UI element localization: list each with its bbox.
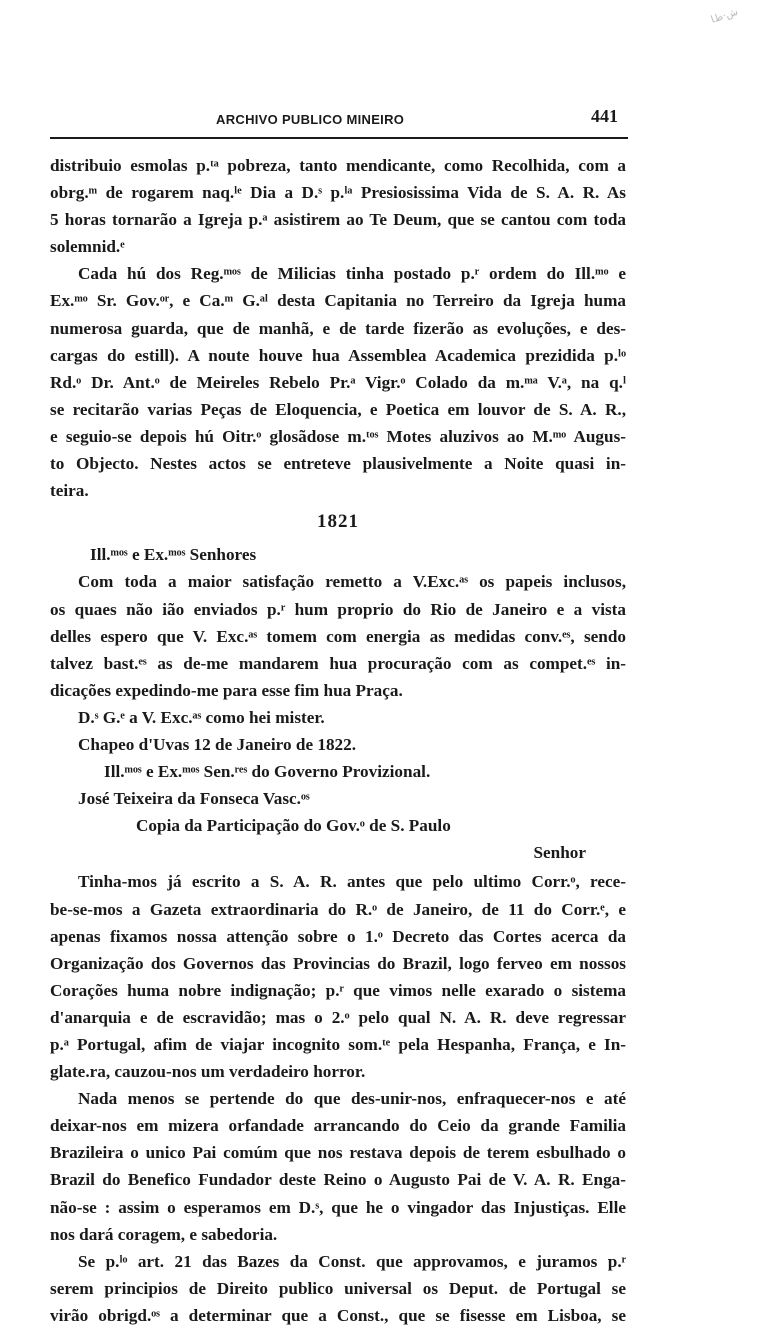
text-line: numerosa guarda, que de manhã, e de tarde fizerão as evoluções, e des- — [50, 318, 626, 338]
letter-closing: D.ˢ G.ᵉ a V. Exc.ᵃˢ como hei mister. — [78, 707, 325, 727]
text-line: talvez bast.ᵉˢ as de-me mandarem hua procuração com as compet.ᵉˢ in- — [50, 653, 626, 673]
text-line: p.ᵃ Portugal, afim de viajar incognito som.ᵗᵉ pela Hespanha, França, e In- — [50, 1035, 626, 1054]
text-line: virão obrigd.ᵒˢ a determinar que a Const., que se fisesse em Lisboa, se — [50, 1305, 626, 1325]
text-line: deixar-nos em mizera orfandade arrancando do Ceio da grande Familia — [50, 1116, 626, 1136]
text-line: Organização dos Governos das Provincias do Brazil, logo ferveo em nossos — [50, 953, 626, 973]
copy-title: Copia da Participação do Gov.ᵒ de S. Paulo — [136, 816, 451, 836]
page-number: 441 — [591, 106, 618, 126]
text-line: Corações huma nobre indignação; p.ʳ que vimos nelle exarado o sistema — [50, 980, 626, 1000]
letter-body — [50, 568, 626, 703]
text-line: obrg.ᵐ de rogarem naq.ˡᵉ Dia a D.ˢ p.ˡᵃ Presiosissima Vida de S. A. R. As — [50, 183, 626, 203]
text-line: Se p.ˡᵒ art. 21 das Bazes da Const. que approvamos, e juramos p.ʳ — [78, 1251, 626, 1271]
text-line: Com toda a maior satisfação remetto a V.Exc.ᵃˢ os papeis inclusos, — [78, 572, 626, 592]
text-line: Tinha-mos já escrito a S. A. R. antes que pelo ultimo Corr.ᵒ, rece- — [78, 872, 626, 892]
letter-signature: José Teixeira da Fonseca Vasc.ᵒˢ — [78, 789, 310, 809]
text-line: os quaes não ião enviados p.ʳ hum proprio do Rio de Janeiro e a vista — [50, 599, 626, 619]
header-rule — [50, 137, 628, 139]
text-line: Ex.ᵐᵒ Sr. Gov.ᵒʳ, e Ca.ᵐ G.ᵃˡ desta Capitania no Terreiro da Igreja huma — [50, 291, 626, 311]
letter-salutation: Ill.ᵐᵒˢ e Ex.ᵐᵒˢ Senhores — [90, 545, 257, 565]
text-line: Cada hú dos Reg.ᵐᵒˢ de Milicias tinha postado p.ʳ ordem do Ill.ᵐᵒ e — [78, 264, 626, 284]
running-header — [50, 106, 626, 134]
text-line: Brazileira o unico Pai comúm que nos restava depois de terem esbulhado o — [50, 1143, 626, 1163]
text-line: serem principios de Direito publico universal os Deput. de Portugal se — [50, 1278, 626, 1298]
text-line: Nada menos se pertende do que des-unir-nos, enfraquecer-nos e até — [78, 1089, 626, 1109]
text-line: teira. — [50, 481, 89, 501]
letter-addressee: Ill.ᵐᵒˢ e Ex.ᵐᵒˢ Sen.ʳᵉˢ do Governo Provizional. — [104, 762, 431, 782]
text-line: nos dará coragem, e sabedoria. — [50, 1224, 278, 1244]
text-line: Rd.ᵒ Dr. Ant.ᵒ de Meireles Rebelo Pr.ᵃ Vigr.ᵒ Colado da m.ᵐᵃ V.ᵃ, na q.ˡ — [50, 372, 626, 392]
paragraph-2 — [50, 260, 626, 504]
margin-smudge: ش·ﻁﺎ — [709, 6, 740, 26]
body-text — [50, 152, 626, 1329]
text-line: be-se-mos a Gazeta extraordinaria do R.ᵒ de Janeiro, de 11 do Corr.ᵉ, e — [50, 899, 626, 919]
text-line: Brazil do Benefico Fundador deste Reino o Augusto Pai de V. A. R. Enga- — [50, 1170, 626, 1190]
text-line: solemnid.ᵉ — [50, 237, 125, 257]
header-title: ARCHIVO PUBLICO MINEIRO — [216, 112, 405, 127]
paragraph-4 — [50, 1085, 626, 1248]
paragraph-5 — [50, 1248, 626, 1329]
text-line: distribuio esmolas p.ᵗᵃ pobreza, tanto mendicante, como Recolhida, com a — [50, 156, 626, 175]
text-line: não-se : assim o esperamos em D.ˢ, que he o vingador das Injustiças. Elle — [50, 1197, 626, 1217]
text-line: delles espero que V. Exc.ᵃˢ tomem com energia as medidas conv.ᵉˢ, sendo — [50, 626, 626, 646]
copy-salutation: Senhor — [533, 843, 586, 863]
text-line: to Objecto. Nestes actos se entreteve plausivelmente a Noite quasi in- — [50, 454, 626, 474]
text-line: 5 horas tornarão a Igreja p.ᵃ asistirem ao Te Deum, que se cantou com toda — [50, 210, 626, 230]
text-line: d'anarquia e de escravidão; mas o 2.ᵒ pelo qual N. A. R. deve regressar — [50, 1007, 626, 1027]
text-line: apenas fixamos nossa attenção sobre o 1.ᵒ Decreto das Cortes acerca da — [50, 926, 626, 946]
letter-place-date: Chapeo d'Uvas 12 de Janeiro de 1822. — [78, 734, 357, 754]
text-line: e seguio-se depois hú Oitr.ᵒ glosãdose m.ᵗᵒˢ Motes aluzivos ao M.ᵐᵒ Augus- — [50, 426, 626, 446]
text-line: se recitarão varias Peças de Eloquencia, e Poetica em louvor de S. A. R., — [50, 399, 626, 419]
text-line: dicações expedindo-me para esse fim hua Praça. — [50, 680, 403, 700]
paragraph-1 — [50, 152, 626, 260]
text-line: glate.ra, cauzou-nos um verdadeiro horror. — [50, 1062, 366, 1082]
text-line: cargas do estill). A noute houve hua Assemblea Academica prezidida p.ˡᵒ — [50, 345, 626, 365]
year-heading: 1821 — [317, 511, 359, 533]
paragraph-3 — [50, 868, 626, 1085]
